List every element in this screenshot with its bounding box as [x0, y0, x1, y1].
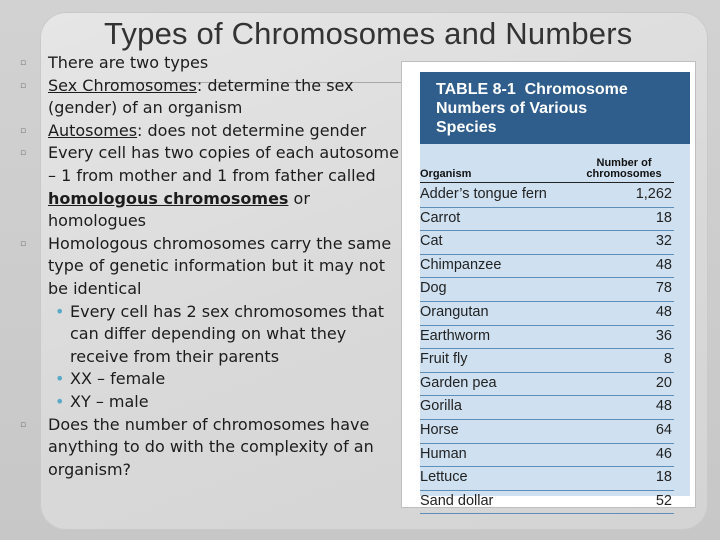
organism-cell: Cat [420, 233, 443, 250]
header-rule [420, 182, 674, 183]
chromosome-count-cell: 1,262 [635, 186, 672, 202]
chromosome-count-cell: 48 [655, 303, 672, 320]
sub-bullet-text: Every cell has 2 sex chromosomes that can differ depending on what they receive from their parents [70, 301, 385, 366]
slide-title: Types of Chromosomes and Numbers [104, 16, 633, 51]
bullet-text: Does the number of chromosomes have anything to do with the complexity of an organism? [48, 414, 374, 479]
sub-bullet-item [20, 368, 405, 391]
col-header-number-line1: Number of [596, 157, 652, 169]
sub-bullet-text: XY – male [70, 391, 149, 411]
table-row [420, 184, 674, 208]
table-row [420, 396, 674, 420]
sub-bullet-item [20, 391, 405, 414]
chromosome-count-cell: 36 [655, 327, 672, 344]
term-homologous-chromosomes: homologous chromosomes [48, 188, 289, 208]
organism-cell: Lettuce [420, 469, 468, 486]
table-rows [420, 184, 674, 514]
organism-cell: Sand dollar [420, 492, 494, 509]
organism-cell: Human [420, 445, 467, 462]
bullet-text: Every cell has two copies of each autosome – 1 from mother and 1 from father called [48, 143, 399, 185]
bullet-item [20, 52, 405, 75]
bullet-text: There are two types [48, 53, 209, 72]
organism-cell: Orangutan [420, 303, 489, 320]
table-title-line3: Species [436, 119, 497, 136]
organism-cell: Fruit fly [420, 351, 468, 368]
chromosome-count-cell: 18 [655, 209, 672, 226]
table-row [420, 373, 674, 397]
col-header-number [576, 158, 672, 180]
organism-cell: Adder’s tongue fern [420, 186, 547, 202]
col-header-number-line2: chromosomes [586, 168, 662, 180]
organism-cell: Horse [420, 421, 459, 438]
bullet-text: Homologous chromosomes carry the same type of genetic information but it may not be identical [48, 233, 392, 298]
table-row [420, 420, 674, 444]
chromosome-count-cell: 48 [655, 398, 672, 415]
term-sex-chromosomes: Sex Chromosomes [48, 75, 197, 95]
chromosome-count-cell: 64 [655, 421, 672, 438]
chromosome-count-cell: 78 [655, 280, 672, 297]
chromosome-count-cell: 20 [655, 374, 672, 391]
table-title [436, 80, 686, 137]
organism-cell: Garden pea [420, 374, 497, 391]
table-row [420, 231, 674, 255]
term-autosomes: Autosomes [48, 120, 138, 140]
organism-cell: Chimpanzee [420, 256, 502, 273]
chromosome-count-cell: 32 [655, 233, 672, 250]
table-row [420, 467, 674, 491]
table-column-headers [420, 150, 674, 180]
table-row [420, 255, 674, 279]
table-row [420, 278, 674, 302]
sub-bullet-item [20, 301, 405, 369]
table-row [420, 491, 674, 515]
bullet-item [20, 233, 405, 301]
bullet-item [20, 414, 405, 482]
chromosome-count-cell: 48 [655, 256, 672, 273]
table-row [420, 444, 674, 468]
organism-cell: Gorilla [420, 398, 462, 415]
chromosome-count-cell: 18 [655, 469, 672, 486]
col-header-organism: Organism [420, 168, 472, 180]
bullet-item [20, 75, 405, 120]
sub-bullet-text: XX – female [70, 369, 166, 389]
organism-cell: Earthworm [420, 327, 491, 344]
chromosome-table-image [402, 62, 695, 507]
table-label: TABLE 8-1 [436, 81, 516, 98]
bullet-text: : determine the sex (gender) of an organism [48, 75, 354, 118]
organism-cell: Dog [420, 280, 447, 297]
bullet-text: : does not determine gender [137, 120, 367, 140]
bullet-item [20, 120, 405, 143]
table-row [420, 326, 674, 350]
chromosome-count-cell: 46 [655, 445, 672, 462]
table-title-line2: Numbers of Various [436, 100, 588, 117]
bullet-item [20, 142, 405, 232]
table-row [420, 349, 674, 373]
table-title-line1: Chromosome [524, 81, 628, 98]
organism-cell: Carrot [420, 209, 461, 226]
table-row [420, 208, 674, 232]
chromosome-count-cell: 52 [655, 492, 672, 509]
bullet-list [20, 52, 405, 481]
chromosome-count-cell: 8 [663, 351, 672, 368]
bullet-text: or homologues [48, 188, 310, 231]
table-row [420, 302, 674, 326]
